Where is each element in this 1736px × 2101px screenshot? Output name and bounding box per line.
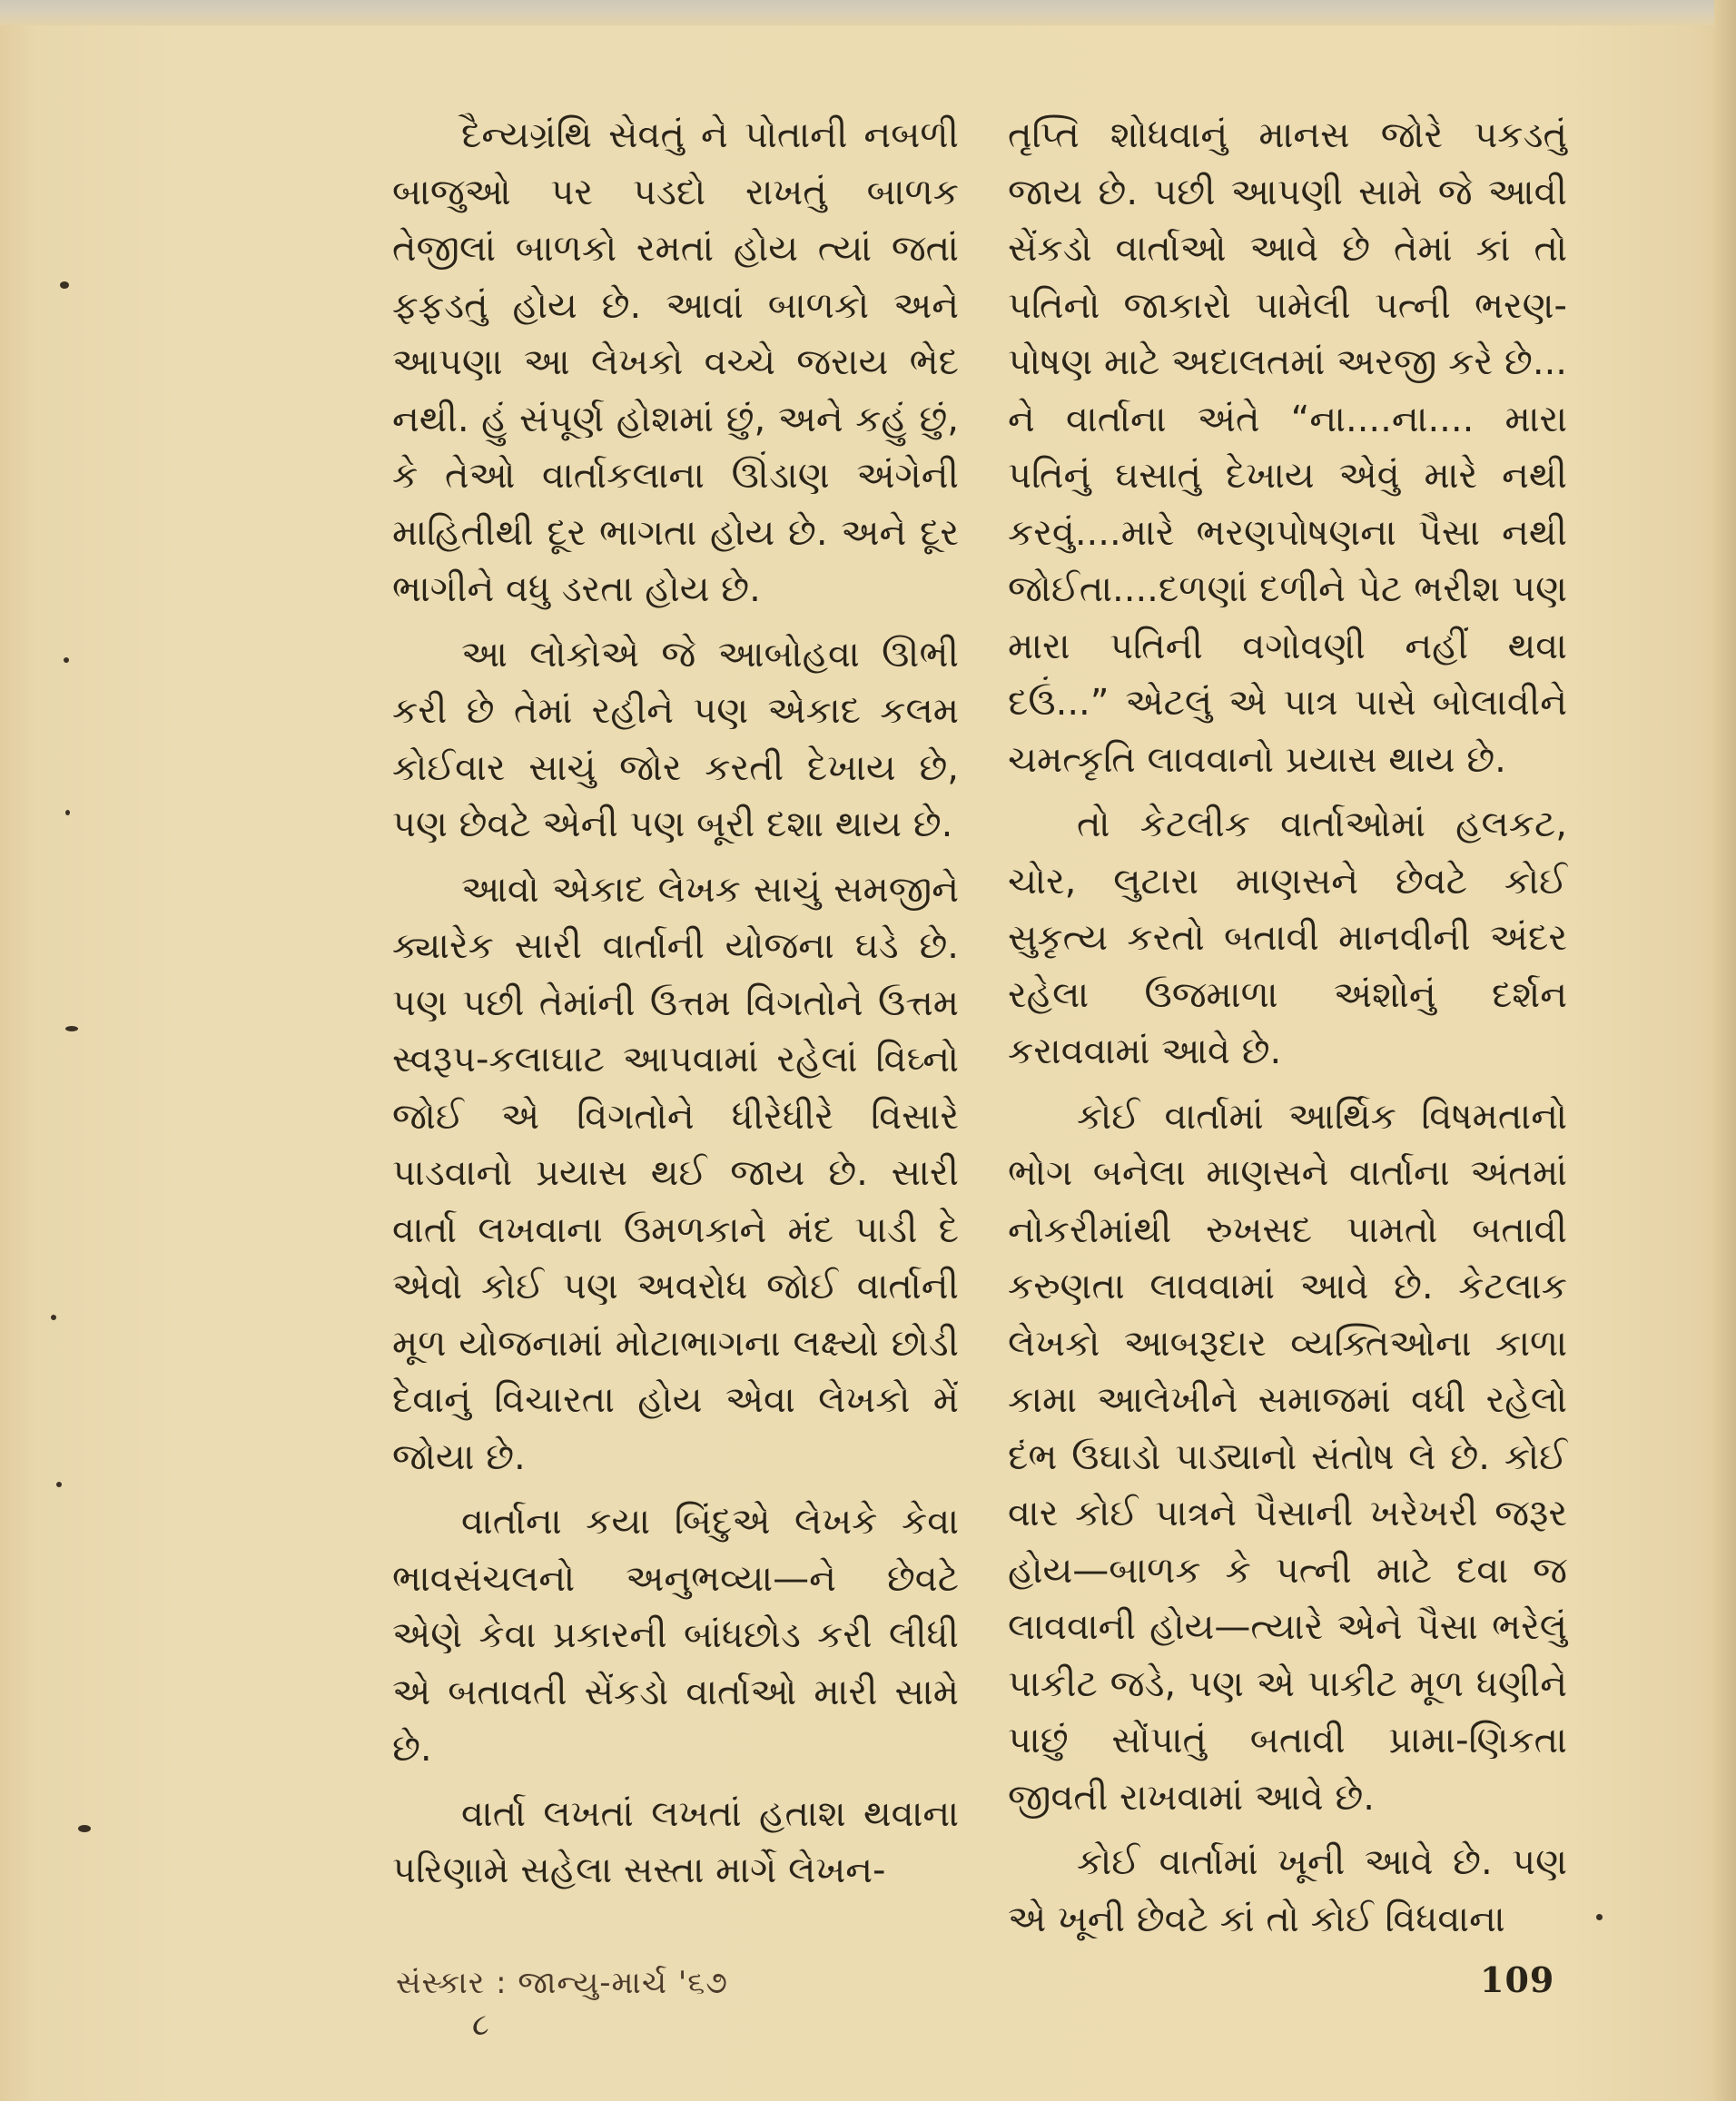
paragraph: કોઈ વાર્તામાં આર્થિક વિષમતાનો ભોગ બનેલા માણસને વાર્તાના અંતમાં નોકરીમાંથી રુખસદ પામતો બતાવી કરુણતા લાવવામાં આવે છે. કેટલાક લેખકો આબરૂદાર વ્યક્તિઓના કાળા કામા આલેખીને સમાજમાં વધી રહેલો દંભ ઉઘાડો પાડ્યાનો સંતોષ લે છે. કોઈ વાર કોઈ પાત્રને પૈસાની ખરેખરી જરૂર હોય—બાળક કે પત્ની માટે દવા જ લાવવાની હોય—ત્યારે એને પૈસા ભરેલું પાકીટ જડે, પણ એ પાકીટ મૂળ ધણીને પાછું સોંપાતું બતાવી પ્રામા-ણિકતા જીવતી રાખવામાં આવે છે. [1008,1095,1567,1819]
paragraph: આવો એકાદ લેખક સાચું સમજીને ક્યારેક સારી વાર્તાની યોજના ઘડે છે. પણ પછી તેમાંની ઉત્તમ વિગતોને ઉત્તમ સ્વરૂપ-કલાઘાટ આપવામાં રહેલાં વિઘ્નો જોઈ એ વિગતોને ધીરેધીરે વિસારે પાડવાનો પ્રયાસ થઈ જાય છે. સારી વાર્તા લખવાના ઉમળકાને મંદ પાડી દે એવો કોઈ પણ અવરોધ જોઈ વાર્તાની મૂળ યોજનામાં મોટાભાગના લક્ષ્યો છોડી દેવાનું વિચારતા હોય એવા લેખકો મેં જોયા છે. [392,868,959,1478]
margin-speck [65,810,70,815]
margin-speck [51,1315,56,1320]
signature-mark: ૮ [472,2007,489,2043]
paragraph: તૃપ્તિ શોધવાનું માનસ જોરે પકડતું જાય છે. પછી આપણી સામે જે આવી સેંકડો વાર્તાઓ આવે છે તેમાં કાં તો પતિનો જાકારો પામેલી પત્ની ભરણ-પોષણ માટે અદાલતમાં અરજી કરે છે... ને વાર્તાના અંતે “ના....ના.... મારા પતિનું ઘસાતું દેખાય એવું મારે નથી કરવું....મારે ભરણપોષણના પૈસા નથી જોઈતા....દળણાં દળીને પેટ ભરીશ પણ મારા પતિની વગોવણી નહીં થવા દઉં...” એટલું એ પાત્ર પાસે બોલાવીને ચમત્કૃતિ લાવવાનો પ્રયાસ થાય છે. [1008,114,1567,781]
margin-speck [65,1026,78,1031]
left-text-column [392,107,959,1908]
scan-right-edge [1714,0,1736,2101]
page-number: 109 [1480,1959,1555,2000]
margin-speck [1596,1914,1603,1920]
margin-speck [56,1482,62,1487]
paragraph: વાર્તા લખતાં લખતાં હતાશ થવાના પરિણામે સહેલા સસ્તા માર્ગે લેખન- [392,1792,959,1891]
margin-speck [64,657,69,663]
scan-top-edge [0,0,1736,25]
paragraph: તો કેટલીક વાર્તાઓમાં હલકટ, ચોર, લુટારા માણસને છેવટે કોઈ સુકૃત્ય કરતો બતાવી માનવીની અંદર રહેલા ઉજમાળા અંશોનું દર્શન કરાવવામાં આવે છે. [1008,804,1567,1072]
margin-speck [60,281,69,289]
margin-speck [78,1825,91,1832]
paragraph: આ લોકોએ જે આબોહવા ઊભી કરી છે તેમાં રહીને પણ એકાદ કલમ કોઈવાર સાચું જોર કરતી દેખાય છે, પણ છેવટે એની પણ બૂરી દશા થાય છે. [392,633,959,845]
paragraph: કોઈ વાર્તામાં ખૂની આવે છે. પણ એ ખૂની છેવટે કાં તો કોઈ વિધવાના [1008,1841,1567,1940]
paragraph: દૈન્યગ્રંથિ સેવતું ને પોતાની નબળી બાજુઓ પર પડદો રાખતું બાળક તેજીલાં બાળકો રમતાં હોય ત્યાં જતાં ફફડતું હોય છે. આવાં બાળકો અને આપણા આ લેખકો વચ્ચે જરાય ભેદ નથી. હું સંપૂર્ણ હોશમાં છું, અને કહું છું, કે તેઓ વાર્તાકલાના ઊંડાણ અંગેની માહિતીથી દૂર ભાગતા હોય છે. અને દૂર ભાગીને વધુ ડરતા હોય છે. [392,114,959,610]
journal-footer: સંસ્કાર : જાન્યુ-માર્ચ '૬૭ [396,1965,728,2001]
paragraph: વાર્તાના કયા બિંદુએ લેખકે કેવા ભાવસંચલનો અનુભવ્યા—ને છેવટે એણે કેવા પ્રકારની બાંધછોડ કરી લીધી એ બતાવતી સેંકડો વાર્તાઓ મારી સામે છે. [392,1501,959,1770]
right-text-column [1008,107,1567,1956]
